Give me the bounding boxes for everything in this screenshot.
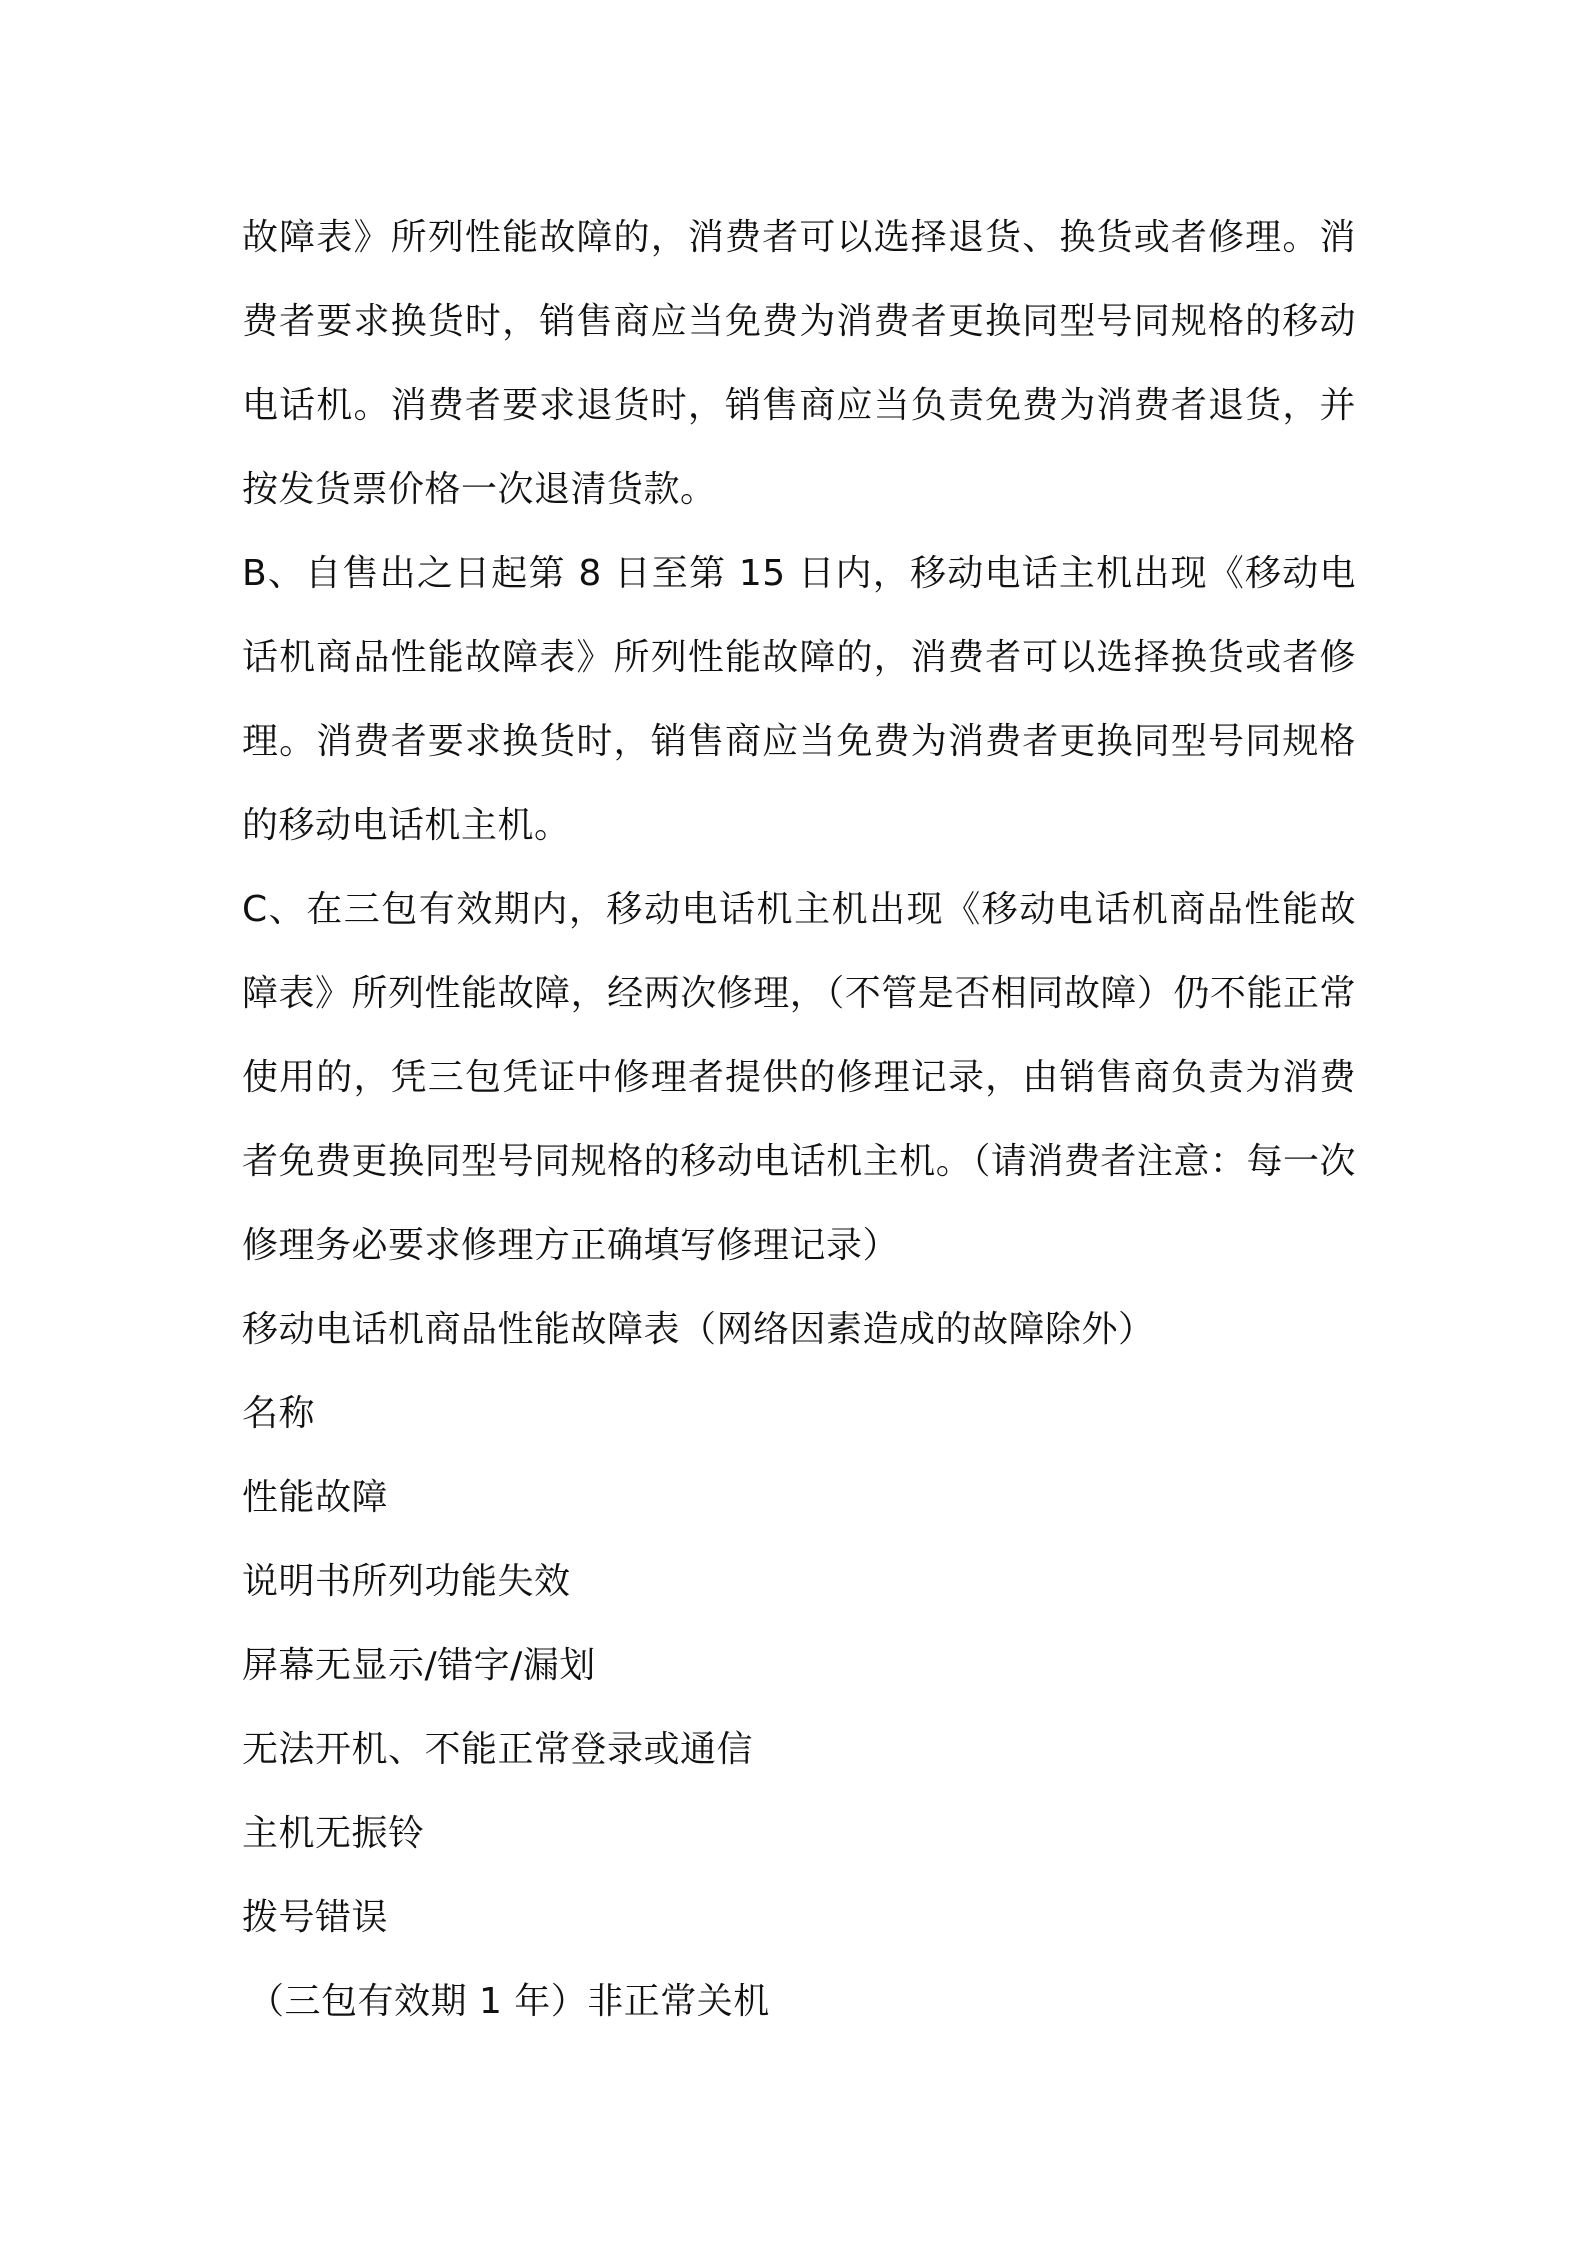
- fault-table-item: 主机无振铃: [242, 1813, 425, 1854]
- paragraph-return-exchange: 故障表》所列性能故障的，消费者可以选择退货、换货或者修理。消费者要求换货时，销售商应当免费为消费者更换同型号同规格的移动电话机。消费者要求退货时，销售商应当负责免费为消费者退货，并按发货票价格一次退清货款。: [242, 217, 1356, 510]
- fault-table-item: 屏幕无显示/错字/漏划: [242, 1645, 596, 1686]
- paragraph-clause-c: C、在三包有效期内，移动电话机主机出现《移动电话机商品性能故障表》所列性能故障，经两次修理，（不管是否相同故障）仍不能正常使用的，凭三包凭证中修理者提供的修理记录，由销售商负责为消费者免费更换同型号同规格的移动电话机主机。（请消费者注意：每一次修理务必要求修理方正确填写修理记录）: [242, 889, 1356, 1266]
- fault-table-item: 说明书所列功能失效: [242, 1561, 571, 1602]
- paragraph-clause-b: B、自售出之日起第 8 日至第 15 日内，移动电话主机出现《移动电话机商品性能故障表》所列性能故障的，消费者可以选择换货或者修理。消费者要求换货时，销售商应当免费为消费者更换同型号同规格的移动电话机主机。: [242, 553, 1356, 846]
- document-body: [242, 196, 1356, 2044]
- fault-table-item: 无法开机、不能正常登录或通信: [242, 1729, 754, 1770]
- fault-table-item: （三包有效期 1 年）非正常关机: [248, 1981, 770, 2022]
- fault-table-item: 拨号错误: [242, 1897, 389, 1938]
- fault-table-item: 性能故障: [242, 1477, 389, 1518]
- fault-table-item: 名称: [242, 1393, 316, 1434]
- fault-table-title: 移动电话机商品性能故障表（网络因素造成的故障除外）: [242, 1309, 1155, 1350]
